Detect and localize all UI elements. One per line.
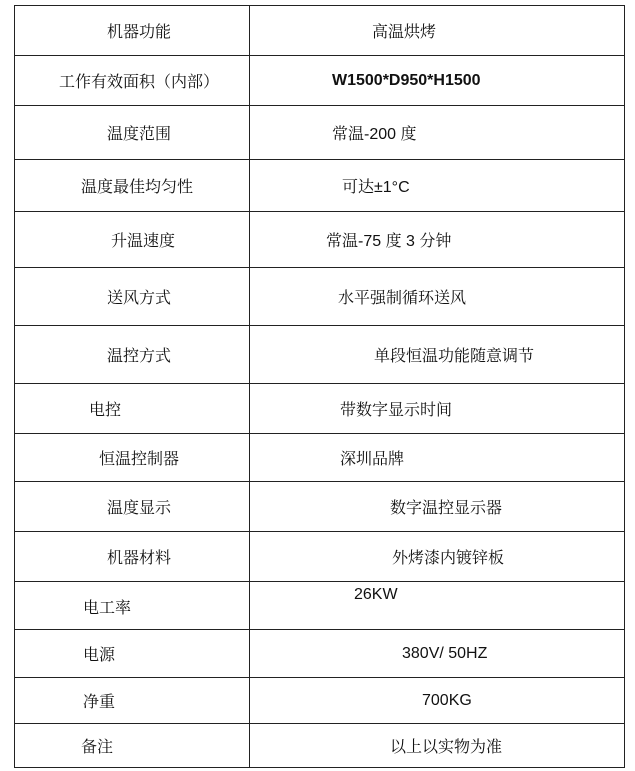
value-cell	[250, 532, 625, 582]
table-row	[15, 532, 625, 582]
table-row	[15, 384, 625, 434]
row-value: 高温烘烤	[372, 22, 437, 41]
row-value: 深圳品牌	[340, 449, 405, 468]
label-cell	[15, 630, 250, 678]
row-value: 外烤漆内镀锌板	[392, 548, 505, 567]
label-cell	[15, 724, 250, 768]
row-value: 常温-75 度 3 分钟	[326, 233, 452, 250]
row-label: 工作有效面积（内部）	[59, 72, 220, 91]
value-cell	[250, 434, 625, 482]
label-cell	[15, 326, 250, 384]
row-label: 温度最佳均匀性	[81, 177, 194, 196]
row-label: 温度范围	[107, 124, 172, 143]
table-row	[15, 678, 625, 724]
table-row	[15, 212, 625, 268]
row-value: 380V/ 50HZ	[402, 644, 488, 662]
label-cell	[15, 482, 250, 532]
table-row	[15, 6, 625, 56]
table-row	[15, 268, 625, 326]
label-cell	[15, 582, 250, 630]
row-label: 电源	[83, 645, 116, 664]
label-cell	[15, 268, 250, 326]
row-value: 水平强制循环送风	[338, 288, 467, 307]
value-cell	[250, 106, 625, 160]
value-cell	[250, 268, 625, 326]
value-cell	[250, 630, 625, 678]
table-row	[15, 582, 625, 630]
value-cell	[250, 582, 625, 630]
label-cell	[15, 212, 250, 268]
table-row	[15, 630, 625, 678]
row-label: 机器材料	[107, 548, 172, 567]
label-cell	[15, 532, 250, 582]
row-value: 带数字显示时间	[340, 400, 453, 419]
row-label: 机器功能	[107, 22, 172, 41]
value-cell	[250, 482, 625, 532]
row-value: 26KW	[354, 586, 398, 603]
value-cell	[250, 212, 625, 268]
row-label: 净重	[83, 692, 116, 711]
label-cell	[15, 6, 250, 56]
table-row	[15, 724, 625, 768]
row-label: 升温速度	[111, 231, 176, 250]
label-cell	[15, 678, 250, 724]
table-row	[15, 434, 625, 482]
value-cell	[250, 724, 625, 768]
table-row	[15, 160, 625, 212]
row-label: 恒温控制器	[99, 449, 180, 468]
row-value: 常温-200 度	[332, 126, 417, 143]
value-cell	[250, 384, 625, 434]
spec-table	[14, 5, 625, 768]
row-value: 单段恒温功能随意调节	[374, 346, 535, 365]
value-cell	[250, 56, 625, 106]
value-cell	[250, 6, 625, 56]
row-value: 可达±1°C	[342, 179, 410, 196]
label-cell	[15, 160, 250, 212]
row-value: 数字温控显示器	[390, 498, 503, 517]
row-label: 温控方式	[107, 346, 172, 365]
table-row	[15, 482, 625, 532]
row-label: 温度显示	[107, 498, 172, 517]
label-cell	[15, 384, 250, 434]
row-value: 以上以实物为准	[390, 737, 503, 756]
label-cell	[15, 106, 250, 160]
row-label: 电控	[89, 400, 122, 419]
label-cell	[15, 56, 250, 106]
value-cell	[250, 326, 625, 384]
row-value: 700KG	[422, 691, 472, 709]
row-value: W1500*D950*H1500	[332, 71, 481, 89]
table-row	[15, 106, 625, 160]
label-cell	[15, 434, 250, 482]
value-cell	[250, 678, 625, 724]
table-row	[15, 326, 625, 384]
value-cell	[250, 160, 625, 212]
row-label: 送风方式	[107, 288, 172, 307]
table-row	[15, 56, 625, 106]
row-label: 备注	[81, 737, 114, 756]
row-label: 电工率	[83, 598, 132, 617]
